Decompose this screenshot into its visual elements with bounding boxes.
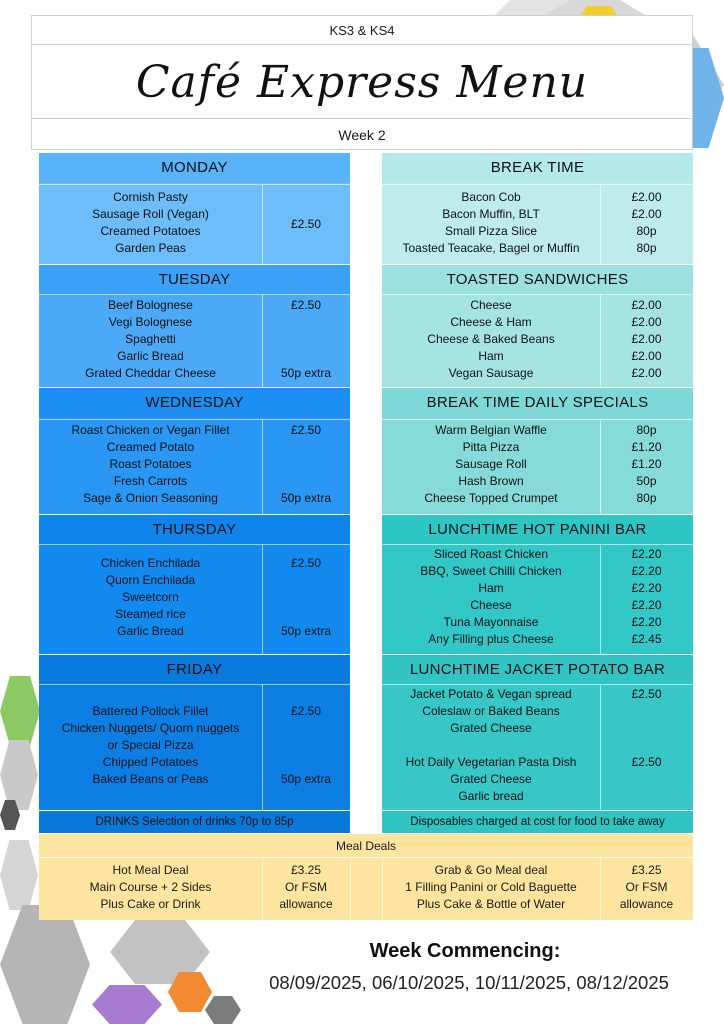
section-title: BREAK TIME DAILY SPECIALS (382, 388, 693, 418)
menu-item: Cornish Pasty (113, 190, 188, 204)
decor-hexagon (0, 676, 40, 746)
day-price: £2.50 (290, 704, 322, 718)
week-label: Week 2 (31, 118, 693, 150)
day-items (39, 297, 262, 382)
menu-item: Pitta Pizza (462, 440, 520, 454)
menu-item: Spaghetti (125, 332, 176, 346)
day-title: THURSDAY (39, 515, 350, 545)
menu-item: Battered Pollock Fillet (92, 704, 209, 718)
day-extra-price: 50p extra (280, 491, 332, 505)
meal-deals-title: Meal Deals (39, 834, 693, 858)
section-title: TOASTED SANDWICHES (382, 265, 693, 295)
section-title: LUNCHTIME JACKET POTATO BAR (382, 655, 693, 685)
price: £2.00 (631, 207, 662, 221)
menu-item: Grated Cheddar Cheese (85, 366, 216, 380)
price: 80p (636, 241, 657, 255)
day-items (39, 189, 262, 257)
menu-item: Steamed rice (115, 607, 186, 621)
price: 80p (636, 491, 657, 505)
deal-line: Grab & Go Meal deal (434, 863, 548, 877)
price: 80p (636, 224, 657, 238)
menu-item: Roast Chicken or Vegan Fillet (71, 423, 230, 437)
price: £2.45 (631, 632, 662, 646)
menu-item: Warm Belgian Waffle (435, 423, 547, 437)
section-items (382, 546, 600, 648)
section-prices (600, 686, 693, 805)
menu-item (382, 737, 600, 754)
menu-item: Fresh Carrots (113, 474, 188, 488)
day-block-friday (39, 655, 350, 810)
menu-item: Sausage Roll (Vegan) (92, 207, 209, 221)
disposables-bar: Disposables charged at cost for food to take away (382, 811, 693, 833)
menu-title: Café Express Menu (135, 57, 589, 108)
day-extra-price: 50p extra (280, 624, 332, 638)
menu-item: Sausage Roll (455, 457, 527, 471)
menu-item: Sweetcorn (122, 590, 179, 604)
day-title: TUESDAY (39, 265, 350, 295)
menu-item: or Special Pizza (107, 738, 194, 752)
menu-item: Toasted Teacake, Bagel or Muffin (402, 241, 580, 255)
menu-item: Ham (478, 581, 504, 595)
price: £2.00 (631, 366, 662, 380)
menu-item: Hot Daily Vegetarian Pasta Dish (405, 755, 577, 769)
day-price: £2.50 (290, 423, 322, 437)
menu-item: Vegan Sausage (448, 366, 534, 380)
price: 50p (636, 474, 657, 488)
day-block-thursday (39, 515, 350, 654)
menu-item: Garlic Bread (117, 349, 184, 363)
menu-item: Ham (478, 349, 504, 363)
section-break-time (382, 153, 693, 264)
price: £2.20 (631, 615, 662, 629)
day-title: MONDAY (39, 153, 350, 183)
menu-item: Garden Peas (115, 241, 186, 255)
menu-item: Bacon Muffin, BLT (442, 207, 540, 221)
price: 80p (636, 423, 657, 437)
price: £2.00 (631, 315, 662, 329)
price: £2.00 (631, 190, 662, 204)
day-title: WEDNESDAY (39, 388, 350, 418)
menu-item: Cheese (470, 598, 512, 612)
section-prices (600, 189, 693, 257)
menu-item: Any Filling plus Cheese (428, 632, 554, 646)
section-title: LUNCHTIME HOT PANINI BAR (382, 515, 693, 545)
section-panini-bar (382, 515, 693, 654)
menu-item: Creamed Potato (106, 440, 195, 454)
grab-go-deal-price (600, 862, 693, 913)
price: £2.00 (631, 332, 662, 346)
decor-hexagon (0, 740, 38, 810)
day-extra-price: 50p extra (280, 366, 332, 380)
menu-item: Cheese & Ham (450, 315, 532, 329)
price: £2.20 (631, 581, 662, 595)
menu-item: Tuna Mayonnaise (443, 615, 539, 629)
menu-item: Bacon Cob (461, 190, 521, 204)
deal-price-line: Or FSM (625, 880, 668, 894)
price: £1.20 (631, 440, 662, 454)
menu-item: Small Pizza Slice (444, 224, 538, 238)
menu-item: Sliced Roast Chicken (433, 547, 549, 561)
day-items (39, 422, 262, 507)
menu-item: Baked Beans or Peas (92, 772, 209, 786)
menu-item: Jacket Potato & Vegan spread (410, 687, 572, 701)
price: £2.50 (631, 687, 662, 701)
menu-item: Coleslaw or Baked Beans (422, 704, 560, 718)
menu-item: Creamed Potatoes (100, 224, 201, 238)
price: £2.20 (631, 598, 662, 612)
price (600, 788, 693, 805)
price (600, 737, 693, 754)
deal-line: Plus Cake & Bottle of Water (416, 897, 566, 911)
menu-item: Quorn Enchilada (105, 573, 196, 587)
section-prices (600, 422, 693, 507)
decor-hexagon (92, 985, 162, 1024)
day-price: £2.50 (290, 217, 322, 231)
week-commencing-dates: 08/09/2025, 06/10/2025, 10/11/2025, 08/12/2025 (269, 972, 669, 993)
key-stage-label: KS3 & KS4 (31, 15, 693, 45)
price (600, 720, 693, 737)
menu-item: Garlic bread (458, 789, 524, 803)
menu-item: Roast Potatoes (109, 457, 192, 471)
day-block-wednesday (39, 388, 350, 514)
menu-item: Cheese Topped Crumpet (424, 491, 558, 505)
section-daily-specials (382, 388, 693, 514)
deal-line: Main Course + 2 Sides (89, 880, 212, 894)
menu-item: Cheese & Baked Beans (427, 332, 555, 346)
price: £2.20 (631, 564, 662, 578)
deal-price-line: allowance (279, 897, 333, 911)
price: £2.50 (631, 755, 662, 769)
price: £2.00 (631, 349, 662, 363)
menu-item: Beef Bolognese (108, 298, 193, 312)
menu-item: Chicken Enchilada (100, 556, 201, 570)
deal-price-line: £3.25 (290, 863, 322, 877)
meal-deals-panel (39, 834, 693, 920)
day-items (39, 555, 262, 640)
decor-hexagon (0, 905, 90, 1024)
drinks-bar: DRINKS Selection of drinks 70p to 85p (39, 811, 350, 833)
section-prices (600, 546, 693, 648)
deal-line: Plus Cake or Drink (100, 897, 201, 911)
section-items (382, 686, 600, 805)
menu-title-box (31, 44, 693, 119)
section-items (382, 422, 600, 507)
day-items (39, 703, 262, 788)
day-block-monday (39, 153, 350, 264)
deal-price-line: £3.25 (631, 863, 662, 877)
deal-price-line: Or FSM (285, 880, 327, 894)
menu-item: Grated Cheese (450, 721, 532, 735)
menu-item: Chicken Nuggets/ Quorn nuggets (61, 721, 240, 735)
price: £1.20 (631, 457, 662, 471)
section-items (382, 297, 600, 382)
section-jacket-potato-bar (382, 655, 693, 810)
decor-hexagon (0, 840, 38, 910)
menu-item: BBQ, Sweet Chilli Chicken (420, 564, 562, 578)
grab-go-deal (382, 862, 600, 913)
hot-meal-deal-price (262, 862, 350, 913)
section-prices (600, 297, 693, 382)
menu-item: Garlic Bread (117, 624, 184, 638)
menu-item: Cheese (470, 298, 512, 312)
deal-price-line: allowance (619, 897, 674, 911)
week-commencing-label: Week Commencing: (369, 940, 561, 962)
menu-item: Sage & Onion Seasoning (83, 491, 218, 505)
price: £2.00 (631, 298, 662, 312)
menu-item: Chipped Potatoes (102, 755, 199, 769)
day-price: £2.50 (290, 298, 322, 312)
day-block-tuesday (39, 265, 350, 387)
day-title: FRIDAY (39, 655, 350, 685)
section-toasted-sandwiches (382, 265, 693, 387)
price (600, 771, 693, 788)
day-price: £2.50 (290, 556, 322, 570)
menu-item: Grated Cheese (450, 772, 532, 786)
price: £2.20 (631, 547, 662, 561)
section-title: BREAK TIME (382, 153, 693, 183)
decor-hexagon (205, 996, 241, 1024)
hot-meal-deal (39, 862, 262, 913)
day-extra-price: 50p extra (280, 772, 332, 786)
menu-item: Hash Brown (458, 474, 524, 488)
deal-line: Hot Meal Deal (112, 863, 189, 877)
deal-line: 1 Filling Panini or Cold Baguette (405, 880, 577, 894)
section-items (382, 189, 600, 257)
menu-item: Vegi Bolognese (108, 315, 193, 329)
price (600, 703, 693, 720)
